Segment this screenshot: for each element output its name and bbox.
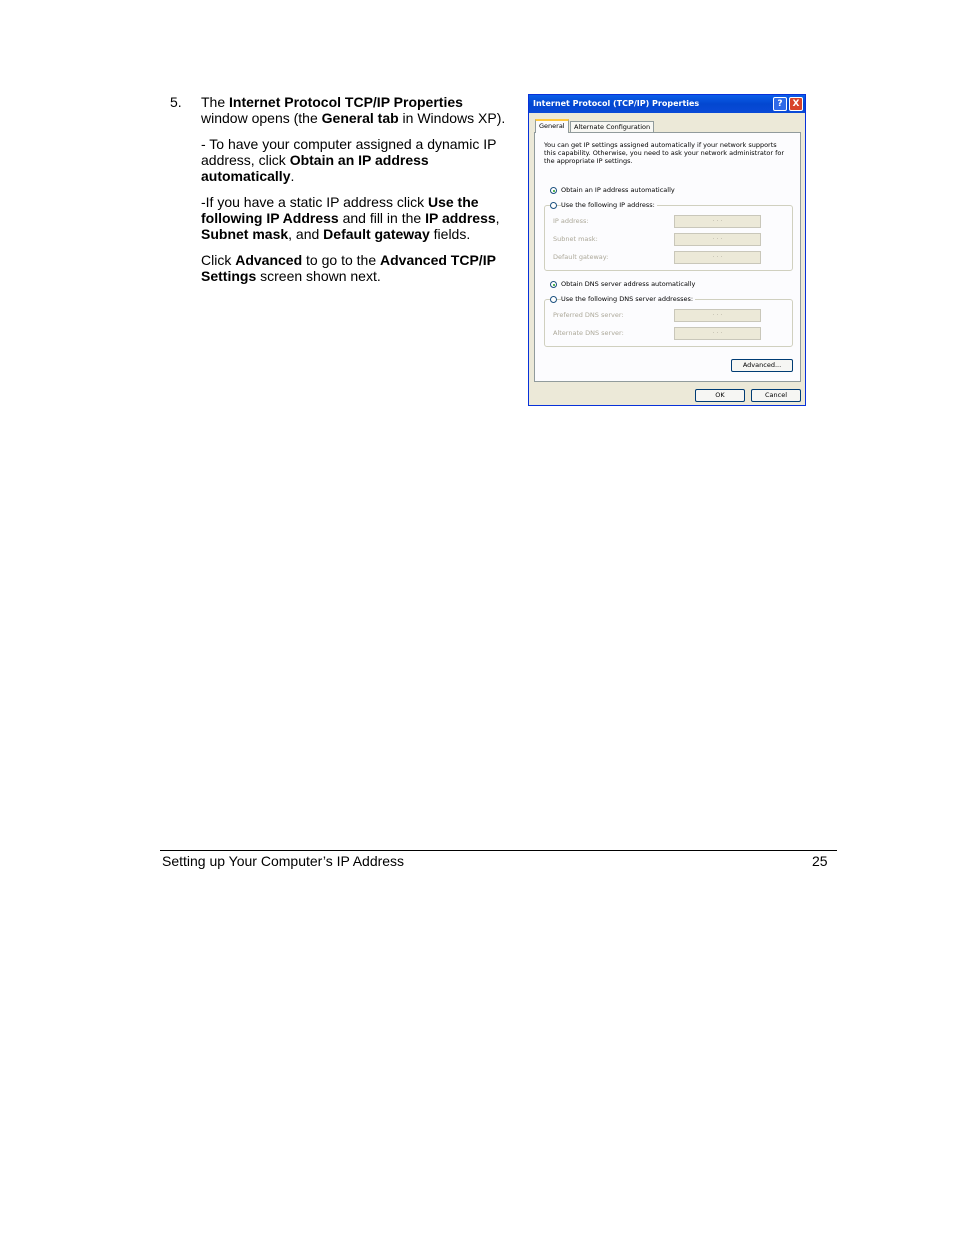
general-tab-panel xyxy=(534,132,801,382)
text: screen shown next. xyxy=(256,268,381,284)
bold-text: IP address xyxy=(425,210,496,226)
default-gateway-label: Default gateway: xyxy=(553,253,609,261)
dialog-title: Internet Protocol (TCP/IP) Properties xyxy=(533,99,700,108)
subnet-mask-field[interactable]: . . . xyxy=(674,233,761,246)
bold-text: Use the following IP Address xyxy=(201,194,479,226)
footer-divider xyxy=(160,850,837,851)
alternate-dns-label: Alternate DNS server: xyxy=(553,329,624,337)
cancel-button[interactable]: Cancel xyxy=(751,389,801,402)
use-dns-label[interactable]: Use the following DNS server addresses: xyxy=(561,295,694,303)
preferred-dns-label: Preferred DNS server: xyxy=(553,311,624,319)
step-body xyxy=(201,94,511,294)
subnet-mask-label: Subnet mask: xyxy=(553,235,598,243)
text: Click xyxy=(201,252,236,268)
text: fields. xyxy=(429,226,471,242)
footer-title: Setting up Your Computer’s IP Address xyxy=(162,853,405,869)
use-ip-radio[interactable] xyxy=(550,202,557,209)
intro-text: You can get IP settings assigned automatically if your network supports this capability. Otherwise, you need to ask your network administrator for the appropriate IP settings. xyxy=(544,141,785,165)
tab-alternate-configuration[interactable]: Alternate Configuration xyxy=(570,121,654,133)
bold-text: Default gateway xyxy=(323,226,430,242)
help-icon[interactable]: ? xyxy=(773,97,787,111)
text: The xyxy=(201,94,230,110)
ok-button[interactable]: OK xyxy=(695,389,745,402)
text: and fill in the xyxy=(338,210,426,226)
alternate-dns-field[interactable]: . . . xyxy=(674,327,761,340)
obtain-ip-radio[interactable] xyxy=(550,187,557,194)
use-ip-label[interactable]: Use the following IP address: xyxy=(561,201,655,209)
obtain-ip-label[interactable]: Obtain an IP address automatically xyxy=(561,186,675,194)
bold-text: Advanced xyxy=(235,252,303,268)
obtain-dns-label[interactable]: Obtain DNS server address automatically xyxy=(561,280,696,288)
close-icon[interactable]: X xyxy=(789,97,803,111)
use-dns-radio[interactable] xyxy=(550,296,557,303)
bold-text: Advanced TCP/IP Settings xyxy=(201,252,496,284)
preferred-dns-field[interactable]: . . . xyxy=(674,309,761,322)
ip-address-field[interactable]: . . . xyxy=(674,215,761,228)
text: - To have your computer assigned a dynamic IP address, click xyxy=(201,136,497,168)
obtain-dns-radio[interactable] xyxy=(550,281,557,288)
bold-text: Obtain an IP address automatically xyxy=(201,152,429,184)
step-number: 5. xyxy=(170,94,182,110)
bold-text: General tab xyxy=(321,110,399,126)
text: to go to the xyxy=(302,252,380,268)
advanced-button[interactable]: Advanced... xyxy=(731,359,793,372)
default-gateway-field[interactable]: . . . xyxy=(674,251,761,264)
tab-general[interactable]: General xyxy=(535,119,569,133)
text: , xyxy=(495,210,500,226)
step-paragraph-3 xyxy=(201,194,511,242)
text: in Windows XP). xyxy=(398,110,506,126)
step-paragraph-4 xyxy=(201,252,511,284)
ip-address-label: IP address: xyxy=(553,217,589,225)
step-paragraph-1 xyxy=(201,94,511,126)
text: . xyxy=(290,168,295,184)
tcpip-properties-dialog xyxy=(528,94,806,406)
step-paragraph-2 xyxy=(201,136,511,184)
bold-text: Subnet mask xyxy=(201,226,289,242)
dialog-title-bar xyxy=(529,95,805,113)
text: window opens (the xyxy=(201,110,322,126)
bold-text: Internet Protocol TCP/IP Properties xyxy=(229,94,463,110)
text: , and xyxy=(288,226,324,242)
text: -If you have a static IP address click xyxy=(201,194,428,210)
page-number: 25 xyxy=(812,853,828,869)
